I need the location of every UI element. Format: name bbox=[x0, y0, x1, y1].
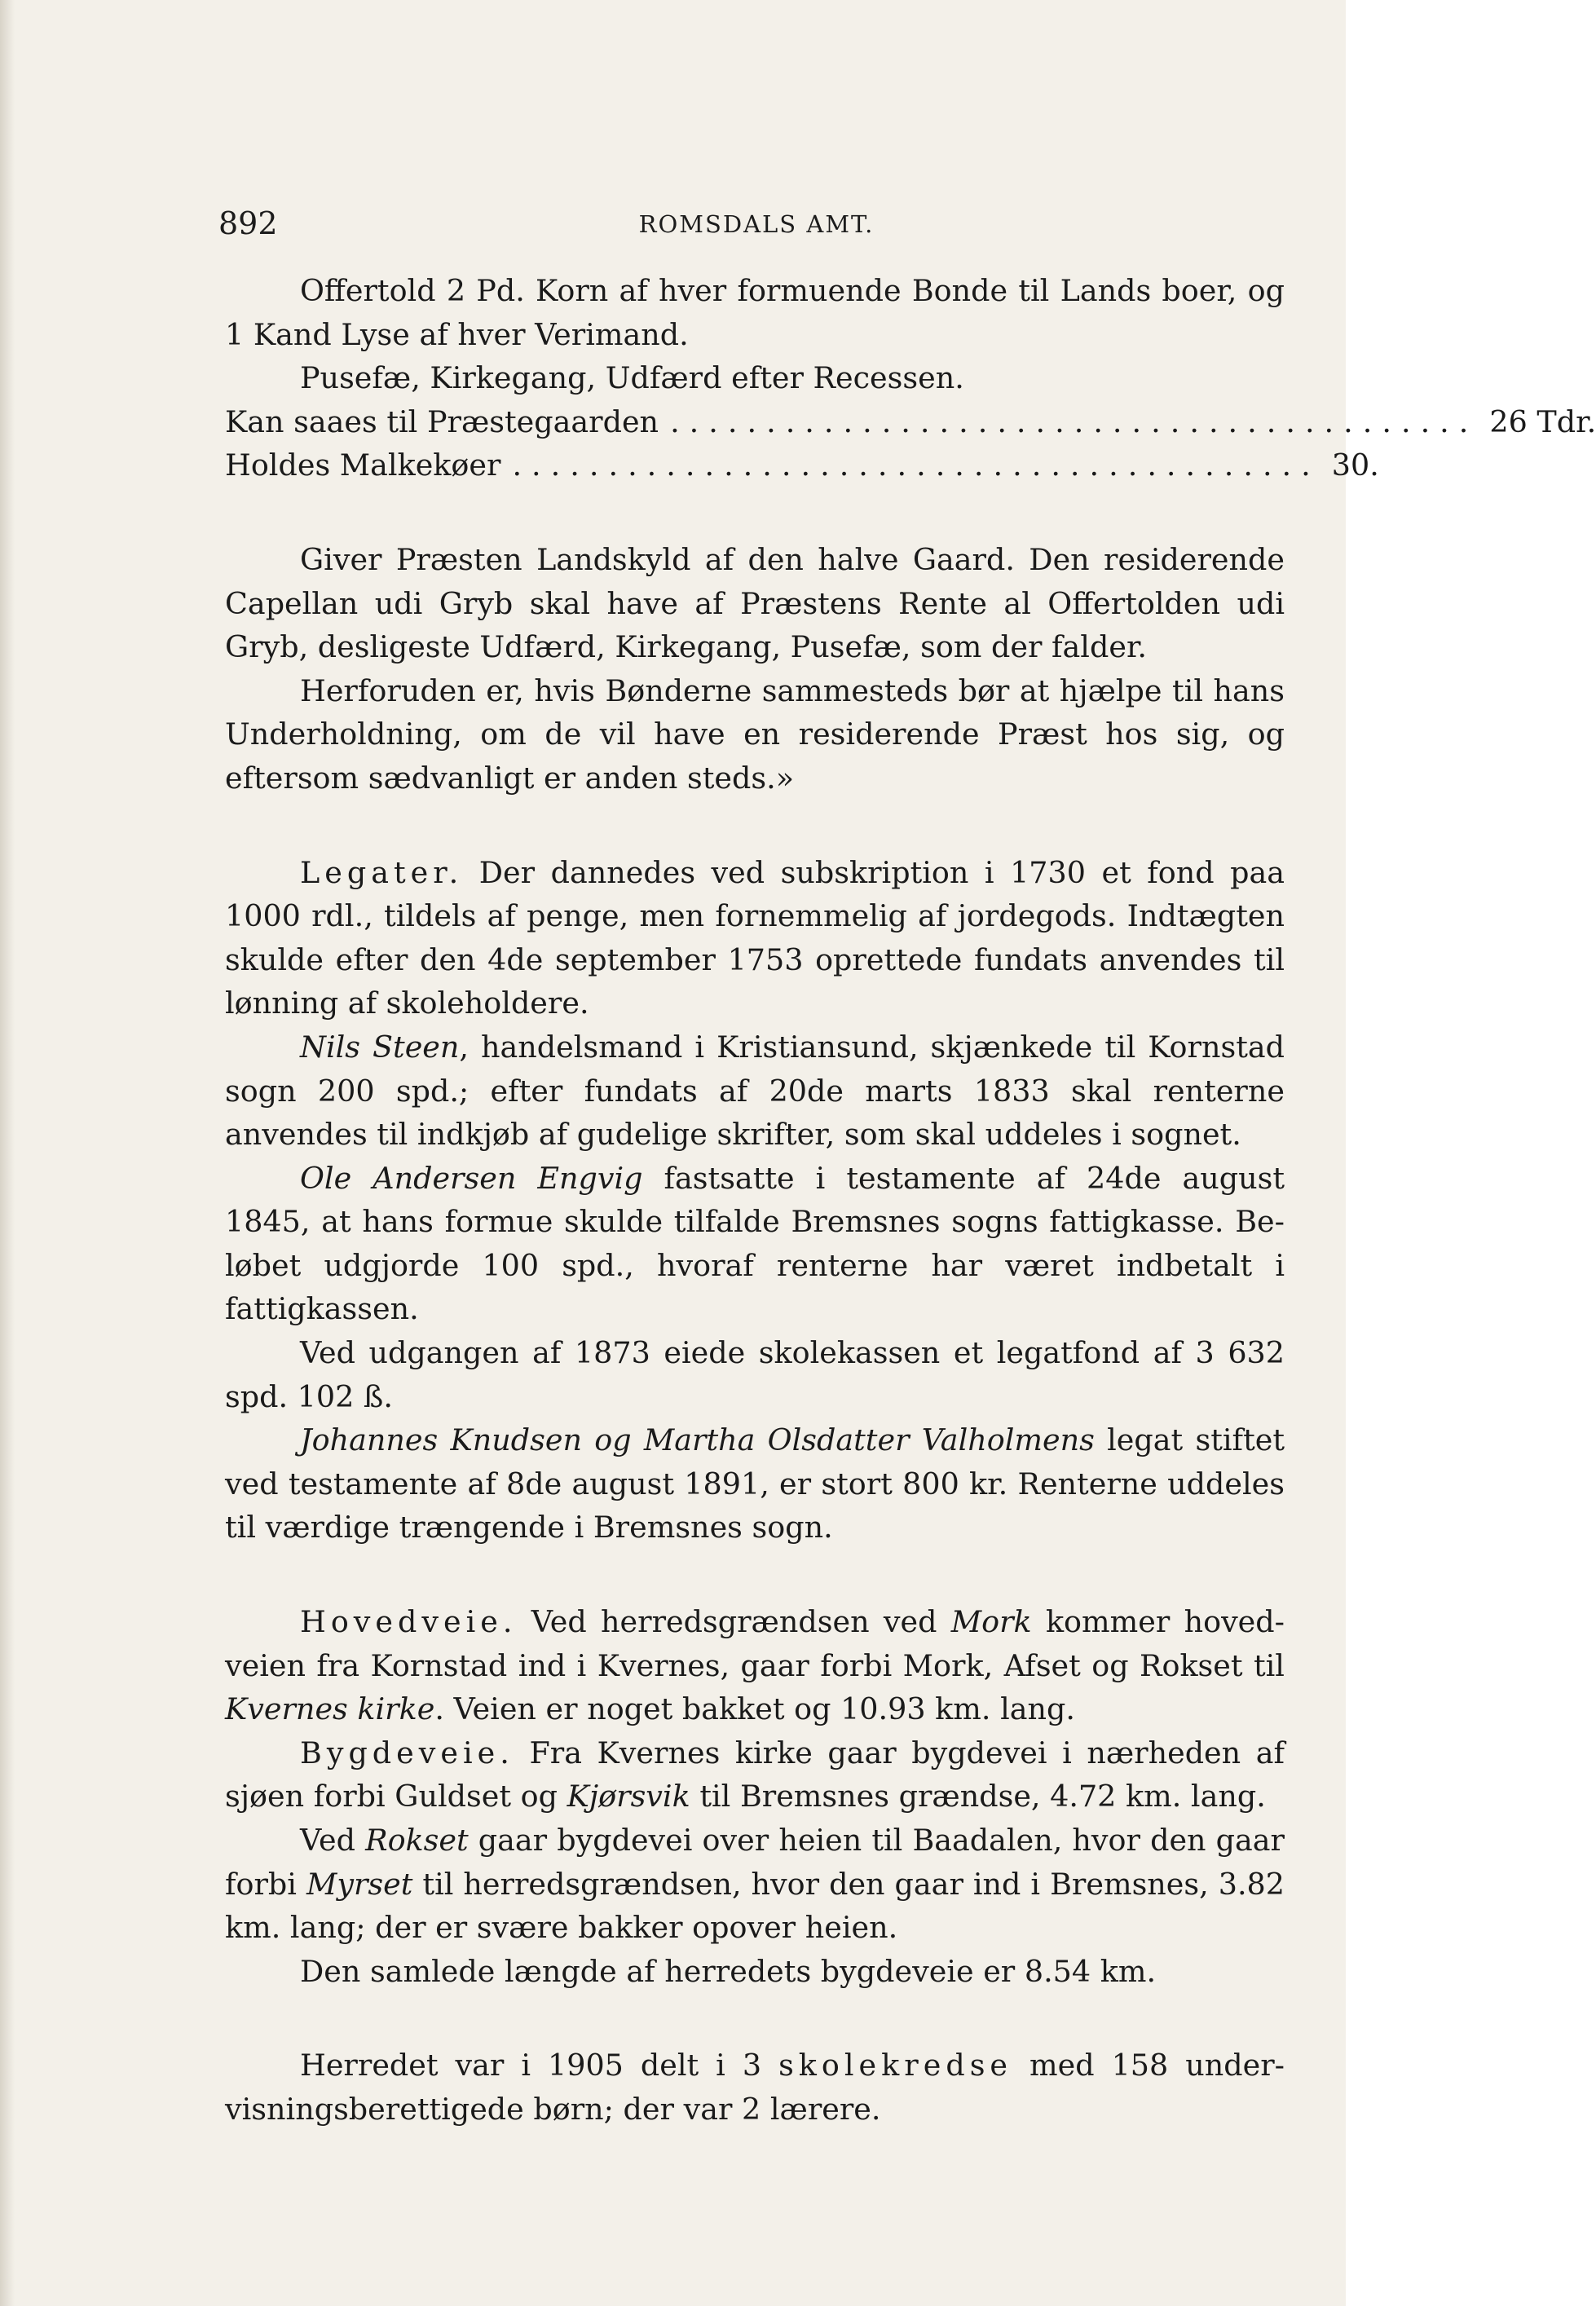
legater-paragraph-5 bbox=[225, 1418, 1285, 1550]
table-row-value: 26 Tdr. bbox=[1489, 403, 1596, 439]
place-name: Rokset bbox=[365, 1823, 469, 1858]
bygdeveie-heading: Bygdeveie. bbox=[300, 1735, 514, 1770]
running-title: ROMSDALS AMT. bbox=[638, 210, 875, 238]
leader-dots: .......................................... bbox=[512, 448, 1320, 483]
place-name: Mork bbox=[950, 1604, 1032, 1640]
bygdeveie-paragraph-2 bbox=[225, 1819, 1285, 1950]
section-paragraph: Herforuden er, hvis Bønderne sammesteds bør at hjælpe til hans Underholdning, om de vil have en residerende Præst hos sig, og eftersom sædvanligt er anden steds.» bbox=[225, 672, 1285, 796]
legater-text: legat stiftet ved testamente af 8de august 1891, er stort 800 kr. Renterne uddeles til værdige trængende i Bremsnes sogn. bbox=[225, 1422, 1285, 1545]
paragraph-text: Ved herredsgrændsen ved bbox=[517, 1604, 951, 1640]
legater-text: , handelsmand i Kristiansund, skjænkede til Kornstad sogn 200 spd.; efter fundats af 20de marts 1833 skal renterne anvendes til indkjøb af gudelige skrifter, som skal uddeles i sognet. bbox=[225, 1029, 1285, 1153]
place-name: Kjørsvik bbox=[567, 1779, 690, 1814]
skolekredse-term: skolekredse bbox=[778, 2048, 1013, 2083]
table-row-label: Kan saaes til Præstegaarden bbox=[225, 403, 659, 439]
table-row-label: Holdes Malkekøer bbox=[225, 448, 501, 483]
paragraph-text: . Veien er noget bakket og 10.93 km. lang. bbox=[434, 1691, 1076, 1727]
paragraph-text: til Bremsnes grændse, 4.72 km. lang. bbox=[690, 1779, 1266, 1814]
legater-paragraph-2 bbox=[225, 1025, 1285, 1157]
place-name: Myrset bbox=[306, 1866, 413, 1902]
page-body bbox=[225, 269, 1596, 2132]
section-paragraph: Giver Præsten Landskyld af den halve Gaard. Den residerende Capellan udi Gryb skal have af Præstens Rente al Offertolden udi Gryb, desligeste Udfærd, Kirkegang, Pusefæ, som der falder. bbox=[225, 541, 1285, 665]
intro-paragraph-1: Offertold 2 Pd. Korn af hver formuende Bonde til Lands boer, og 1 Kand Lyse af hver Verimand. bbox=[225, 273, 1285, 352]
bygdeveie-paragraph bbox=[225, 1731, 1285, 1819]
paragraph-text: Fra Kvernes kirke gaar bygdevei i nærheden af sjøen forbi Guldset og bbox=[225, 1735, 1285, 1814]
table-row bbox=[225, 400, 1596, 444]
table-row bbox=[225, 443, 1379, 487]
legater-name: Ole Andersen Engvig bbox=[300, 1160, 643, 1196]
legater-paragraph-1 bbox=[225, 851, 1285, 1025]
paragraph-text: kommer hovedveien fra Kornstad ind i Kvernes, gaar forbi Mork, Afset og Rokset til bbox=[225, 1604, 1285, 1683]
legater-paragraph-4: Ved udgangen af 1873 eiede skolekassen et legatfond af 3 632 spd. 102 ß. bbox=[225, 1335, 1285, 1414]
legater-text: fastsatte i testamente af 24de august 1845, at hans formue skulde tilfalde Bremsnes sogns fattigkasse. Beløbet udgjorde 100 spd., hvoraf renterne har været indbetalt i fattigkassen. bbox=[225, 1160, 1285, 1327]
paragraph-text: Herredet var i 1905 delt i 3 bbox=[300, 2048, 779, 2083]
legater-name: Johannes Knudsen og Martha Olsdatter Valholmens bbox=[300, 1422, 1095, 1458]
place-name: Kvernes kirke bbox=[225, 1691, 435, 1727]
page-edge-shadow bbox=[0, 0, 15, 2306]
page-number: 892 bbox=[218, 205, 278, 241]
skole-paragraph bbox=[225, 2044, 1285, 2131]
hovedveie-paragraph bbox=[225, 1600, 1285, 1731]
intro-paragraph-2: Pusefæ, Kirkegang, Udfærd efter Recessen. bbox=[300, 360, 964, 396]
paragraph-text: Ved bbox=[300, 1823, 366, 1858]
page-header bbox=[218, 205, 1294, 246]
leader-dots: .......................................... bbox=[670, 403, 1479, 439]
paragraph-text: med 158 undervisningsberettigede børn; der var 2 lærere. bbox=[225, 2048, 1285, 2127]
table-row-value: 30. bbox=[1331, 448, 1379, 483]
paragraph-text: gaar bygdevei over heien til Baadalen, hvor den gaar forbi bbox=[225, 1823, 1285, 1902]
legater-text: Der dannedes ved subskription i 1730 et fond paa 1000 rdl., tildels af penge, men fornemmelig af jordegods. Indtægten skulde efter den 4de september 1753 oprettede fundats anvendes til lønning af skoleholdere. bbox=[225, 854, 1285, 1021]
bygdeveie-paragraph-3: Den samlede længde af herredets bygdeveie er 8.54 km. bbox=[300, 1953, 1157, 1989]
paragraph-text: til herredsgrændsen, hvor den gaar ind i Bremsnes, 3.82 km. lang; der er svære bakker opover heien. bbox=[225, 1866, 1285, 1946]
legater-name: Nils Steen bbox=[300, 1029, 460, 1065]
legater-paragraph-3 bbox=[225, 1157, 1285, 1331]
legater-heading: Legater. bbox=[300, 854, 464, 890]
hovedveie-heading: Hovedveie. bbox=[300, 1604, 518, 1640]
